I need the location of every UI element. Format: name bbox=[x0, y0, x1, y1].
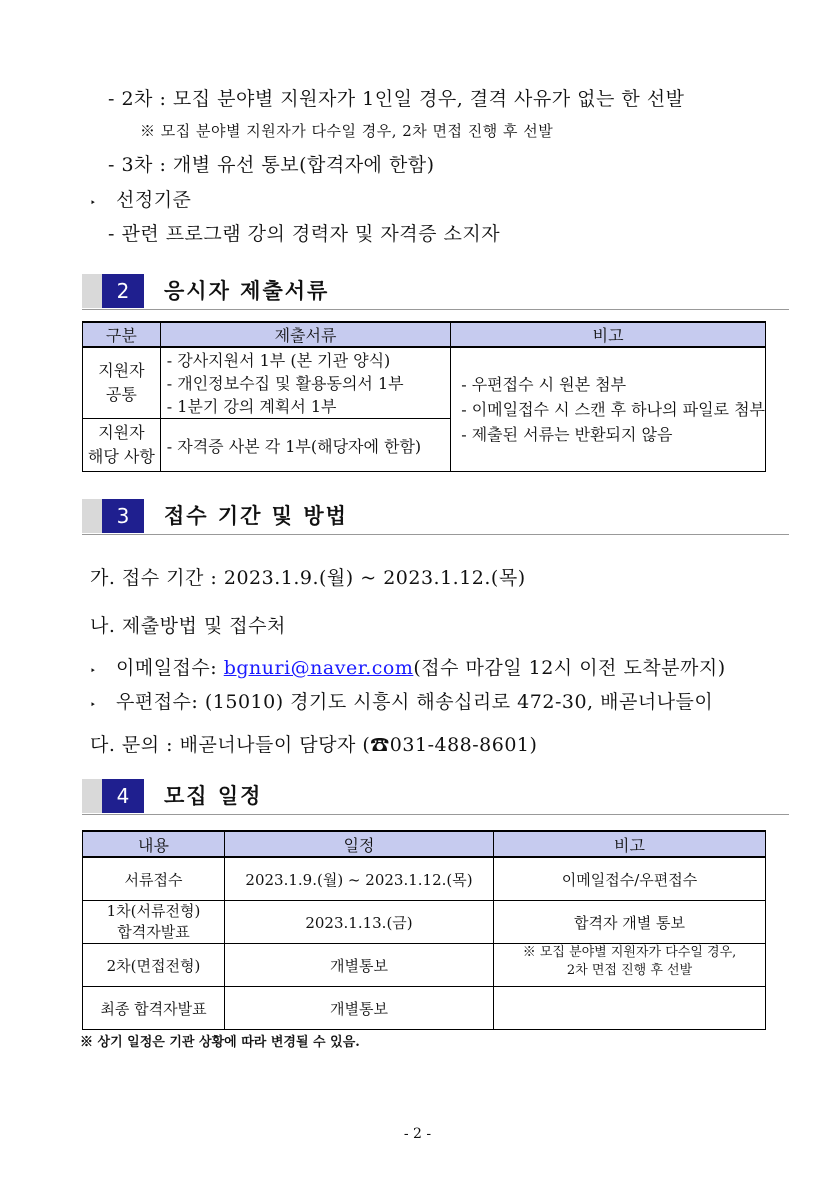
table-row bbox=[83, 857, 766, 901]
reception-period: 가. 접수 기간 : 2023.1.9.(월) ~ 2023.1.12.(목) bbox=[90, 567, 526, 589]
bullet-icon: ‣ bbox=[90, 700, 97, 711]
content-cell: 2차(면접전형) bbox=[83, 944, 225, 987]
content-cell: 1차(서류전형) 합격자발표 bbox=[83, 901, 225, 944]
header-category: 구분 bbox=[83, 322, 161, 347]
header-documents: 제출서류 bbox=[160, 322, 450, 347]
section-title: 접수 기간 및 방법 bbox=[164, 503, 348, 528]
section-rule bbox=[82, 309, 789, 310]
page-number: - 2 - bbox=[403, 1126, 432, 1142]
header-content: 내용 bbox=[83, 831, 225, 857]
header-notes: 비고 bbox=[451, 322, 766, 347]
schedule-cell: 2023.1.9.(월) ~ 2023.1.12.(목) bbox=[225, 857, 494, 901]
section-number: 3 bbox=[102, 499, 144, 533]
second-round-text: - 2차 : 모집 분야별 지원자가 1인일 경우, 결격 사유가 없는 한 선발 bbox=[108, 88, 685, 110]
criteria-label: 선정기준 bbox=[116, 189, 192, 211]
post-address: 우편접수: (15010) 경기도 시흥시 해송십리로 472-30, 배곧너나들이 bbox=[116, 691, 714, 713]
note-cell: 합격자 개별 통보 bbox=[494, 901, 766, 944]
section-rule bbox=[82, 534, 789, 535]
section-rule bbox=[82, 814, 789, 815]
note-cell: ※ 모집 분야별 지원자가 다수일 경우, 2차 면접 진행 후 선발 bbox=[494, 944, 766, 987]
email-label: 이메일접수: bbox=[116, 657, 224, 679]
criteria-item: - 관련 프로그램 강의 경력자 및 자격증 소지자 bbox=[108, 223, 501, 245]
table-header-row bbox=[83, 322, 766, 347]
table-row bbox=[83, 944, 766, 987]
schedule-cell: 2023.1.13.(금) bbox=[225, 901, 494, 944]
notes-cell: - 우편접수 시 원본 첨부 - 이메일접수 시 스캔 후 하나의 파일로 첨부 - 제출된 서류는 반환되지 않음 bbox=[451, 347, 766, 472]
documents-cell: - 강사지원서 1부 (본 기관 양식) - 개인정보수집 및 활용동의서 1부 - 1분기 강의 계획서 1부 bbox=[160, 347, 450, 419]
method-heading: 나. 제출방법 및 접수처 bbox=[90, 615, 286, 637]
post-line bbox=[90, 687, 713, 714]
header-schedule: 일정 bbox=[225, 831, 494, 857]
table-header-row bbox=[83, 831, 766, 857]
documents-table bbox=[82, 321, 766, 472]
section-stripe bbox=[82, 274, 102, 308]
section-title: 모집 일정 bbox=[164, 783, 263, 808]
bullet-icon: ‣ bbox=[90, 666, 97, 677]
section-3-header bbox=[82, 499, 789, 533]
section-4-header bbox=[82, 779, 789, 813]
note-cell: 이메일접수/우편접수 bbox=[494, 857, 766, 901]
schedule-cell: 개별통보 bbox=[225, 987, 494, 1030]
category-cell: 지원자 해당 사항 bbox=[83, 419, 161, 472]
email-note: (접수 마감일 12시 이전 도착분까지) bbox=[413, 657, 726, 679]
third-round-text: - 3차 : 개별 유선 통보(합격자에 한함) bbox=[108, 154, 435, 176]
schedule-cell: 개별통보 bbox=[225, 944, 494, 987]
second-round-note: ※ 모집 분야별 지원자가 다수일 경우, 2차 면접 진행 후 선발 bbox=[140, 122, 554, 140]
section-number: 2 bbox=[102, 274, 144, 308]
criteria-heading bbox=[90, 185, 191, 212]
header-notes: 비고 bbox=[494, 831, 766, 857]
category-cell: 지원자 공통 bbox=[83, 347, 161, 419]
section-2-header bbox=[82, 274, 789, 308]
section-title: 응시자 제출서류 bbox=[164, 278, 330, 303]
table-row bbox=[83, 901, 766, 944]
schedule-footnote: ※ 상기 일정은 기관 상황에 따라 변경될 수 있음. bbox=[80, 1035, 360, 1050]
inquiry-line: 다. 문의 : 배곧너나들이 담당자 (☎031-488-8601) bbox=[90, 734, 538, 756]
content-cell: 서류접수 bbox=[83, 857, 225, 901]
content-cell: 최종 합격자발표 bbox=[83, 987, 225, 1030]
bullet-icon: ‣ bbox=[90, 198, 97, 209]
email-link[interactable]: bgnuri@naver.com bbox=[223, 657, 414, 679]
note-cell bbox=[494, 987, 766, 1030]
schedule-table bbox=[82, 830, 766, 1030]
section-number: 4 bbox=[102, 779, 144, 813]
documents-cell: - 자격증 사본 각 1부(해당자에 한함) bbox=[160, 419, 450, 472]
table-row bbox=[83, 987, 766, 1030]
email-line bbox=[90, 653, 726, 680]
table-row bbox=[83, 347, 766, 419]
section-stripe bbox=[82, 499, 102, 533]
section-stripe bbox=[82, 779, 102, 813]
